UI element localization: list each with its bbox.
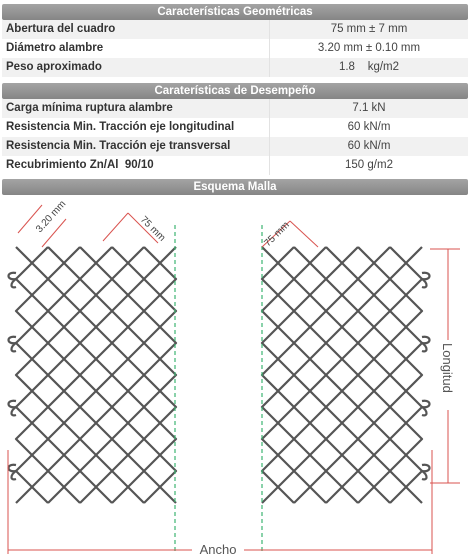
dim-open-right-line [290, 221, 318, 247]
row-label: Abertura del cuadro [2, 20, 270, 39]
performance-row [2, 156, 468, 175]
mesh-knuckle [422, 273, 430, 288]
mesh-knuckle [9, 401, 17, 416]
row-value: 3.20 mm ± 0.10 mm [317, 42, 421, 54]
row-label: Carga mínima ruptura alambre [2, 99, 270, 118]
row-label: Diámetro alambre [2, 39, 270, 58]
mesh-left-panel [9, 247, 177, 503]
row-value: 150 g/m2 [345, 159, 393, 171]
mesh-wire [326, 247, 358, 503]
row-label: Peso aproximado [2, 58, 270, 77]
mesh-wire [16, 247, 48, 503]
mesh-wire [294, 247, 326, 503]
dim-open-left-line [103, 213, 128, 241]
geometric-header: Características Geométricas [2, 4, 468, 20]
mesh-diagram [0, 185, 466, 554]
mesh-wire [326, 247, 358, 503]
mesh-wire [48, 247, 80, 503]
mesh-wire [294, 247, 326, 503]
mesh-wire [112, 247, 144, 503]
row-label: Recubrimiento Zn/Al 90/10 [2, 156, 270, 175]
row-label: Resistencia Min. Tracción eje longitudinal [2, 118, 270, 137]
mesh-wire [390, 247, 422, 503]
open-right-label: 75 mm [262, 219, 292, 250]
mesh-wire [112, 247, 144, 503]
mesh-wire [80, 247, 112, 503]
mesh-wire [262, 247, 294, 503]
mesh-wire [144, 247, 176, 503]
schema-header: Esquema Malla [2, 179, 468, 195]
mesh-knuckle [9, 337, 17, 352]
performance-row [2, 99, 468, 118]
mesh-knuckle [422, 465, 430, 480]
mesh-wire [16, 247, 48, 503]
row-value: 60 kN/m [347, 140, 391, 152]
row-label: Resistencia Min. Tracción eje transversal [2, 137, 270, 156]
mesh-wire [390, 247, 422, 503]
row-value: 75 mm ± 7 mm [330, 23, 408, 35]
geometric-row [2, 39, 468, 58]
mesh-wire [48, 247, 80, 503]
geometric-row [2, 20, 468, 39]
mesh-knuckle [9, 273, 17, 288]
row-value: 7.1 kN [352, 102, 386, 114]
performance-row [2, 118, 468, 137]
mesh-knuckle [9, 465, 17, 480]
wire-diameter-label: 3.20 mm [34, 198, 69, 236]
mesh-knuckle [422, 401, 430, 416]
row-value: 60 kN/m [347, 121, 391, 133]
mesh-wire [358, 247, 390, 503]
row-value: 1.8 kg/m2 [338, 61, 400, 73]
width-label: Ancho [199, 542, 237, 554]
mesh-wire [80, 247, 112, 503]
performance-row [2, 137, 468, 156]
geometric-row [2, 58, 468, 77]
spec-sheet [2, 4, 468, 195]
mesh-knuckle [422, 337, 430, 352]
mesh-wire [262, 247, 294, 503]
length-label: Longitud [440, 343, 455, 393]
mesh-right-panel [262, 247, 430, 503]
mesh-wire [358, 247, 390, 503]
open-left-label: 75 mm [137, 214, 168, 244]
performance-header: Caraterísticas de Desempeño [2, 83, 468, 99]
mesh-wire [144, 247, 176, 503]
